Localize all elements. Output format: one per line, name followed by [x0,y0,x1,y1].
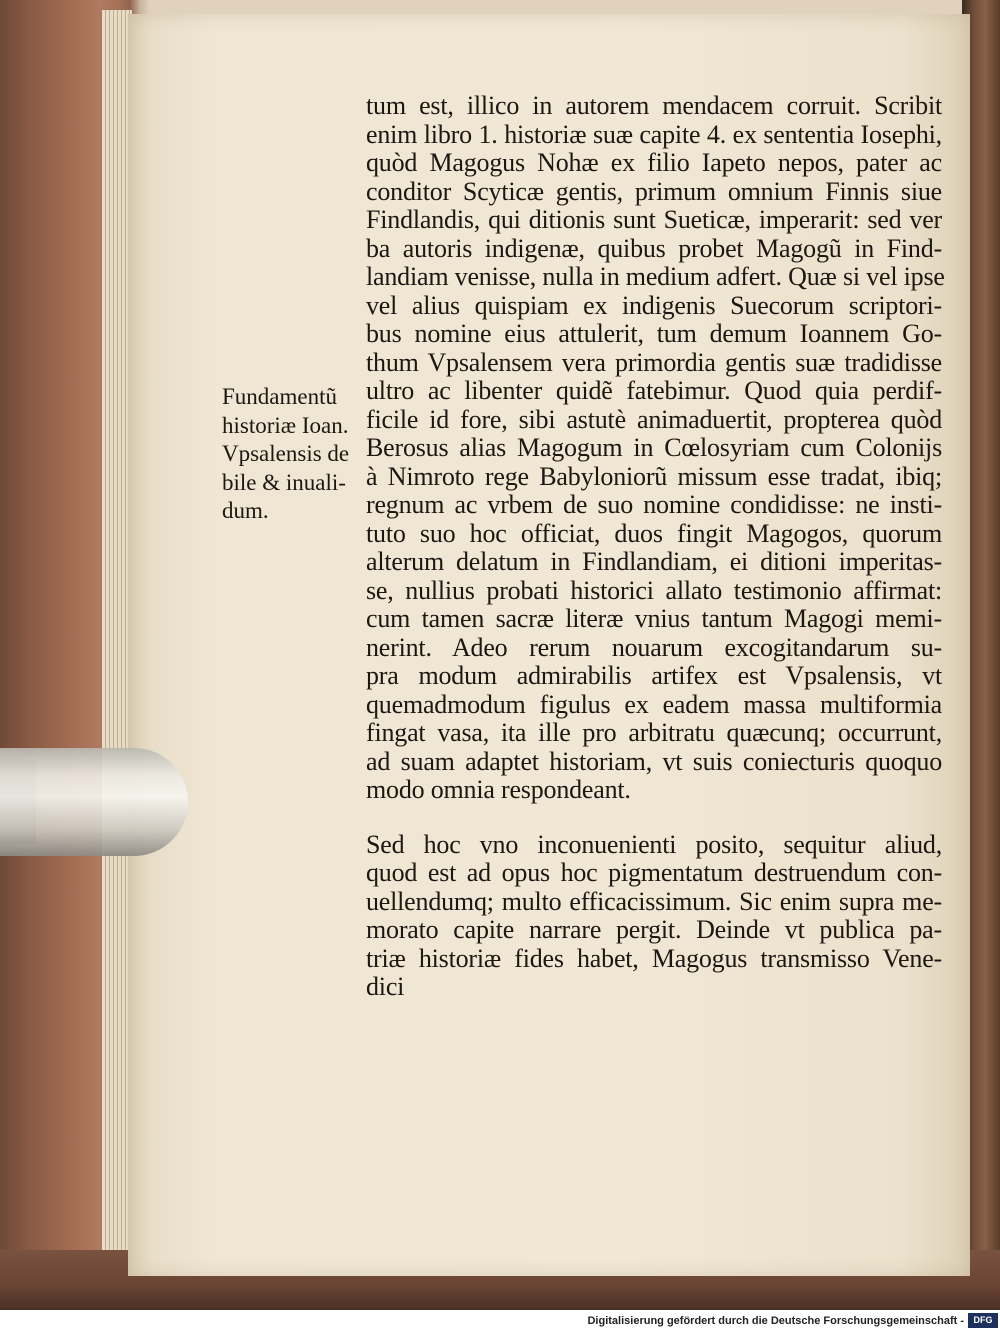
marginal-note [222,383,372,526]
marginal-line: Fundamentũ [222,384,337,409]
text-line: dici [366,972,405,1001]
text-line: quod est ad opus hoc pigmentatum destruendum con- [366,858,942,887]
text-line: morato capite narrare pergit. Deinde vt publica pa- [366,915,942,944]
text-line: nerint. Adeo rerum nouarum excogitandarum su- [366,632,942,662]
text-line: ficile id fore, sibi astutè animaduertit, propterea quòd [366,404,942,434]
marginal-line: dum. [222,498,269,523]
text-line: enim libro 1. historiæ suæ capite 4. ex sententia Iosephi, [366,119,942,149]
main-text-block [366,91,945,1002]
text-line: se, nullius probati historici allato testimonio affirmat: [366,575,942,605]
text-line: regnum ac vrbem de suo nomine condidisse: ne insti- [366,490,942,519]
text-line: tum est, illico in autorem mendacem corruit. Scribit [366,91,942,120]
paragraph-1 [366,91,945,805]
marginal-line: historiæ Ioan. [222,412,349,438]
text-line: pra modum admirabilis artifex est Vpsalensis, vt [366,661,942,690]
digitization-footer [0,1310,1000,1332]
text-line: vel alius quispiam ex indigenis Suecorum scriptori- [366,290,942,320]
text-line: Findlandis, qui ditionis sunt Sueticæ, imperarit: sed ver [366,205,942,234]
text-line: cum tamen sacræ literæ vnius tantum Magogi memi- [366,604,942,633]
text-line: ba autoris indigenæ, quibus probet Magogũ in Find- [366,233,942,263]
dfg-logo-icon: DFG [968,1313,998,1328]
text-line: uellendumq; multo efficacissimum. Sic enim supra me- [366,886,942,916]
text-line: quemadmodum figulus ex eadem massa multiformia [366,689,942,719]
footer-credit: Digitalisierung gefördert durch die Deutsche Forschungsgemeinschaft - [587,1315,964,1327]
text-line: conditor Scyticæ gentis, primum omnium Finnis siue [366,176,942,206]
text-line: thum Vpsalensem vera primordia gentis suæ tradidisse [366,347,942,377]
text-line: landiam venisse, nulla in medium adfert. Quæ si vel ipse [366,262,945,291]
text-line: Berosus alias Magogum in Cœlosyriam cum Colonijs [366,433,942,462]
marginal-line: bile & inuali- [222,469,346,495]
marginal-line: Vpsalensis de [222,441,350,466]
text-line: quòd Magogus Nohæ ex filio Iapeto nepos, pater ac [366,148,942,177]
text-line: fingat vasa, ita ille pro arbitratu quæcunq; occurrunt, [366,718,942,747]
text-line: tuto suo hoc officiat, duos fingit Magogos, quorum [366,518,942,548]
text-line: à Nimroto rege Babyloniorũ missum esse tradat, ibiq; [366,461,942,491]
paragraph-2 [366,831,942,1002]
page-holder-thumb [0,748,188,856]
text-line: Sed hoc vno inconuenienti posito, sequitur aliud, [366,829,942,859]
text-line: bus nomine eius attulerit, tum demum Ioannem Go- [366,319,942,348]
text-line: triæ historiæ fides habet, Magogus transmisso Vene- [366,943,942,973]
text-line: ultro ac libenter quidẽ fatebimur. Quod quia perdif- [366,376,942,405]
text-line: modo omnia respondeant. [366,775,631,804]
text-line: ad suam adaptet historiam, vt suis coniecturis quoquo [366,746,942,776]
text-line: alterum delatum in Findlandiam, ei ditioni imperitas- [366,547,942,576]
